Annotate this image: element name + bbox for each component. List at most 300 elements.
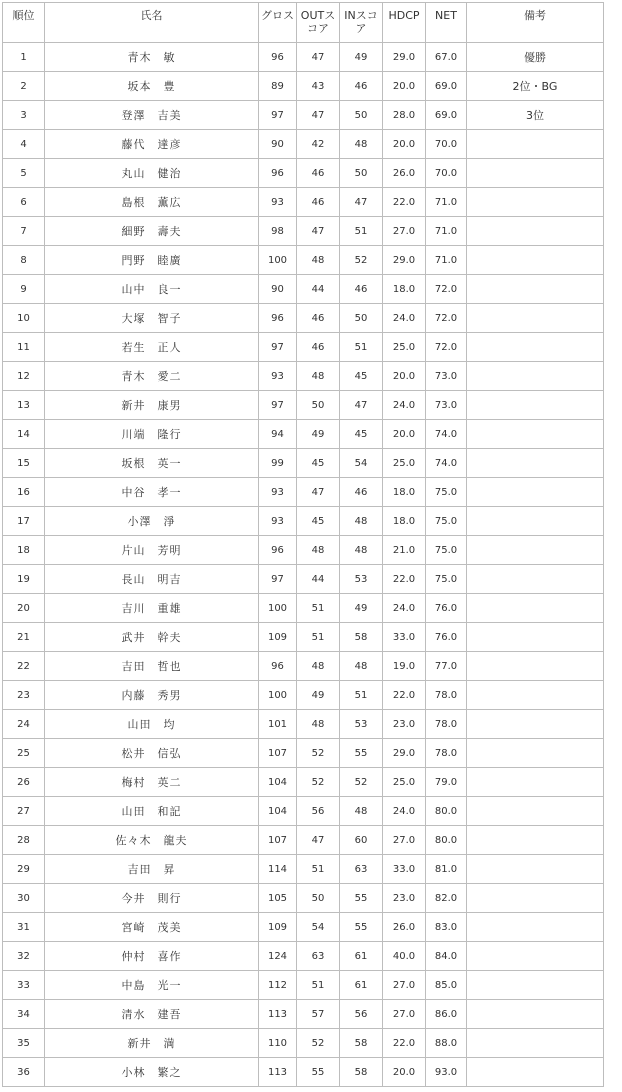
cell-in-score: 47 xyxy=(340,188,383,217)
cell-rank: 14 xyxy=(3,420,45,449)
cell-in-score: 61 xyxy=(340,942,383,971)
cell-hdcp: 24.0 xyxy=(383,391,426,420)
cell-out-score: 52 xyxy=(297,1029,340,1058)
cell-net: 75.0 xyxy=(426,507,467,536)
cell-hdcp: 24.0 xyxy=(383,797,426,826)
cell-out-score: 50 xyxy=(297,884,340,913)
cell-in-score: 54 xyxy=(340,449,383,478)
cell-gross: 97 xyxy=(259,391,297,420)
cell-hdcp: 22.0 xyxy=(383,1029,426,1058)
cell-hdcp: 19.0 xyxy=(383,652,426,681)
cell-out-score: 48 xyxy=(297,710,340,739)
table-row xyxy=(3,275,604,304)
table-row xyxy=(3,507,604,536)
table-row xyxy=(3,855,604,884)
cell-hdcp: 25.0 xyxy=(383,333,426,362)
cell-net: 77.0 xyxy=(426,652,467,681)
cell-name: 山田 均 xyxy=(45,710,259,739)
cell-hdcp: 24.0 xyxy=(383,304,426,333)
table-row xyxy=(3,1029,604,1058)
cell-rank: 33 xyxy=(3,971,45,1000)
cell-out-score: 45 xyxy=(297,449,340,478)
cell-rank: 5 xyxy=(3,159,45,188)
cell-net: 71.0 xyxy=(426,217,467,246)
cell-in-score: 55 xyxy=(340,913,383,942)
table-row xyxy=(3,681,604,710)
header-rank: 順位 xyxy=(3,3,45,43)
cell-in-score: 58 xyxy=(340,1029,383,1058)
cell-rank: 27 xyxy=(3,797,45,826)
cell-out-score: 47 xyxy=(297,43,340,72)
cell-hdcp: 20.0 xyxy=(383,420,426,449)
cell-net: 74.0 xyxy=(426,420,467,449)
results-table xyxy=(2,2,604,1087)
cell-in-score: 52 xyxy=(340,246,383,275)
cell-net: 76.0 xyxy=(426,594,467,623)
cell-in-score: 61 xyxy=(340,971,383,1000)
table-row xyxy=(3,536,604,565)
cell-gross: 90 xyxy=(259,130,297,159)
cell-gross: 114 xyxy=(259,855,297,884)
cell-net: 71.0 xyxy=(426,188,467,217)
header-name: 氏名 xyxy=(45,3,259,43)
cell-rank: 4 xyxy=(3,130,45,159)
cell-note xyxy=(467,768,604,797)
cell-in-score: 58 xyxy=(340,1058,383,1087)
cell-rank: 19 xyxy=(3,565,45,594)
cell-rank: 6 xyxy=(3,188,45,217)
cell-hdcp: 21.0 xyxy=(383,536,426,565)
cell-in-score: 48 xyxy=(340,507,383,536)
cell-name: 武井 幹夫 xyxy=(45,623,259,652)
cell-name: 若生 正人 xyxy=(45,333,259,362)
cell-rank: 21 xyxy=(3,623,45,652)
table-row xyxy=(3,420,604,449)
cell-out-score: 51 xyxy=(297,971,340,1000)
cell-in-score: 49 xyxy=(340,594,383,623)
table-row xyxy=(3,159,604,188)
cell-gross: 107 xyxy=(259,739,297,768)
cell-note xyxy=(467,536,604,565)
cell-gross: 105 xyxy=(259,884,297,913)
cell-in-score: 49 xyxy=(340,43,383,72)
header-gross: グロス xyxy=(259,3,297,43)
cell-hdcp: 27.0 xyxy=(383,217,426,246)
cell-hdcp: 23.0 xyxy=(383,884,426,913)
cell-note xyxy=(467,565,604,594)
cell-note: 優勝 xyxy=(467,43,604,72)
cell-name: 新井 康男 xyxy=(45,391,259,420)
cell-name: 島根 薫広 xyxy=(45,188,259,217)
cell-rank: 13 xyxy=(3,391,45,420)
header-net: NET xyxy=(426,3,467,43)
cell-out-score: 45 xyxy=(297,507,340,536)
cell-out-score: 49 xyxy=(297,420,340,449)
cell-hdcp: 20.0 xyxy=(383,130,426,159)
cell-gross: 94 xyxy=(259,420,297,449)
cell-note xyxy=(467,971,604,1000)
table-row xyxy=(3,1058,604,1087)
table-row xyxy=(3,217,604,246)
cell-name: 長山 明吉 xyxy=(45,565,259,594)
cell-note xyxy=(467,391,604,420)
cell-rank: 35 xyxy=(3,1029,45,1058)
cell-note xyxy=(467,217,604,246)
cell-out-score: 47 xyxy=(297,478,340,507)
cell-net: 88.0 xyxy=(426,1029,467,1058)
cell-name: 宮崎 茂美 xyxy=(45,913,259,942)
results-body xyxy=(3,43,604,1087)
cell-out-score: 44 xyxy=(297,565,340,594)
cell-rank: 23 xyxy=(3,681,45,710)
cell-net: 69.0 xyxy=(426,72,467,101)
cell-gross: 124 xyxy=(259,942,297,971)
table-row xyxy=(3,971,604,1000)
cell-out-score: 47 xyxy=(297,826,340,855)
cell-gross: 100 xyxy=(259,681,297,710)
table-row xyxy=(3,1000,604,1029)
cell-out-score: 46 xyxy=(297,304,340,333)
cell-net: 78.0 xyxy=(426,710,467,739)
cell-rank: 28 xyxy=(3,826,45,855)
cell-net: 78.0 xyxy=(426,681,467,710)
table-row xyxy=(3,188,604,217)
cell-note xyxy=(467,1029,604,1058)
cell-hdcp: 33.0 xyxy=(383,623,426,652)
cell-net: 74.0 xyxy=(426,449,467,478)
cell-out-score: 44 xyxy=(297,275,340,304)
cell-gross: 113 xyxy=(259,1058,297,1087)
cell-in-score: 46 xyxy=(340,478,383,507)
cell-gross: 96 xyxy=(259,536,297,565)
cell-in-score: 46 xyxy=(340,72,383,101)
cell-out-score: 42 xyxy=(297,130,340,159)
cell-out-score: 48 xyxy=(297,536,340,565)
cell-note xyxy=(467,159,604,188)
cell-note xyxy=(467,797,604,826)
cell-gross: 101 xyxy=(259,710,297,739)
cell-note xyxy=(467,478,604,507)
cell-hdcp: 22.0 xyxy=(383,188,426,217)
cell-rank: 31 xyxy=(3,913,45,942)
cell-hdcp: 18.0 xyxy=(383,507,426,536)
cell-net: 75.0 xyxy=(426,478,467,507)
cell-gross: 100 xyxy=(259,594,297,623)
table-row xyxy=(3,333,604,362)
table-row xyxy=(3,101,604,130)
cell-hdcp: 26.0 xyxy=(383,159,426,188)
cell-gross: 97 xyxy=(259,565,297,594)
header-note: 備考 xyxy=(467,3,604,43)
cell-gross: 113 xyxy=(259,1000,297,1029)
cell-net: 76.0 xyxy=(426,623,467,652)
cell-net: 70.0 xyxy=(426,159,467,188)
cell-name: 片山 芳明 xyxy=(45,536,259,565)
cell-in-score: 45 xyxy=(340,420,383,449)
table-row xyxy=(3,72,604,101)
cell-out-score: 50 xyxy=(297,391,340,420)
cell-gross: 107 xyxy=(259,826,297,855)
cell-net: 93.0 xyxy=(426,1058,467,1087)
cell-rank: 9 xyxy=(3,275,45,304)
cell-rank: 18 xyxy=(3,536,45,565)
table-row xyxy=(3,942,604,971)
cell-name: 大塚 智子 xyxy=(45,304,259,333)
table-row xyxy=(3,884,604,913)
cell-in-score: 50 xyxy=(340,159,383,188)
cell-name: 川端 隆行 xyxy=(45,420,259,449)
cell-name: 佐々木 龍夫 xyxy=(45,826,259,855)
cell-gross: 104 xyxy=(259,797,297,826)
cell-name: 青木 愛二 xyxy=(45,362,259,391)
cell-rank: 11 xyxy=(3,333,45,362)
cell-name: 今井 則行 xyxy=(45,884,259,913)
cell-hdcp: 29.0 xyxy=(383,739,426,768)
cell-gross: 96 xyxy=(259,304,297,333)
cell-hdcp: 33.0 xyxy=(383,855,426,884)
cell-note xyxy=(467,739,604,768)
cell-in-score: 55 xyxy=(340,739,383,768)
cell-rank: 2 xyxy=(3,72,45,101)
cell-out-score: 52 xyxy=(297,768,340,797)
cell-out-score: 46 xyxy=(297,188,340,217)
cell-net: 72.0 xyxy=(426,333,467,362)
cell-in-score: 53 xyxy=(340,565,383,594)
cell-gross: 109 xyxy=(259,623,297,652)
cell-rank: 36 xyxy=(3,1058,45,1087)
cell-note xyxy=(467,1000,604,1029)
cell-rank: 26 xyxy=(3,768,45,797)
cell-rank: 17 xyxy=(3,507,45,536)
cell-hdcp: 27.0 xyxy=(383,971,426,1000)
cell-note xyxy=(467,333,604,362)
cell-in-score: 63 xyxy=(340,855,383,884)
cell-rank: 8 xyxy=(3,246,45,275)
cell-net: 85.0 xyxy=(426,971,467,1000)
cell-name: 坂根 英一 xyxy=(45,449,259,478)
cell-out-score: 51 xyxy=(297,855,340,884)
cell-hdcp: 18.0 xyxy=(383,478,426,507)
table-row xyxy=(3,391,604,420)
cell-name: 吉川 重雄 xyxy=(45,594,259,623)
cell-hdcp: 40.0 xyxy=(383,942,426,971)
cell-hdcp: 25.0 xyxy=(383,449,426,478)
cell-gross: 100 xyxy=(259,246,297,275)
table-row xyxy=(3,768,604,797)
cell-hdcp: 23.0 xyxy=(383,710,426,739)
table-row xyxy=(3,565,604,594)
cell-rank: 3 xyxy=(3,101,45,130)
cell-gross: 109 xyxy=(259,913,297,942)
cell-rank: 29 xyxy=(3,855,45,884)
table-row xyxy=(3,246,604,275)
cell-rank: 22 xyxy=(3,652,45,681)
cell-rank: 12 xyxy=(3,362,45,391)
cell-rank: 16 xyxy=(3,478,45,507)
cell-hdcp: 20.0 xyxy=(383,362,426,391)
cell-gross: 93 xyxy=(259,362,297,391)
cell-note xyxy=(467,362,604,391)
cell-hdcp: 24.0 xyxy=(383,594,426,623)
cell-note xyxy=(467,594,604,623)
table-row xyxy=(3,739,604,768)
cell-name: 藤代 達彦 xyxy=(45,130,259,159)
cell-gross: 96 xyxy=(259,43,297,72)
table-row xyxy=(3,130,604,159)
results-table-container xyxy=(2,2,604,1087)
cell-gross: 96 xyxy=(259,652,297,681)
table-row xyxy=(3,362,604,391)
cell-note: 3位 xyxy=(467,101,604,130)
cell-note xyxy=(467,1058,604,1087)
cell-out-score: 48 xyxy=(297,652,340,681)
cell-rank: 10 xyxy=(3,304,45,333)
cell-rank: 7 xyxy=(3,217,45,246)
cell-rank: 24 xyxy=(3,710,45,739)
cell-net: 73.0 xyxy=(426,362,467,391)
cell-in-score: 60 xyxy=(340,826,383,855)
table-row xyxy=(3,478,604,507)
cell-name: 松井 信弘 xyxy=(45,739,259,768)
cell-out-score: 52 xyxy=(297,739,340,768)
cell-out-score: 46 xyxy=(297,159,340,188)
cell-gross: 93 xyxy=(259,507,297,536)
cell-net: 80.0 xyxy=(426,826,467,855)
cell-name: 細野 壽夫 xyxy=(45,217,259,246)
cell-net: 84.0 xyxy=(426,942,467,971)
cell-out-score: 43 xyxy=(297,72,340,101)
cell-net: 79.0 xyxy=(426,768,467,797)
cell-name: 小林 繁之 xyxy=(45,1058,259,1087)
cell-note xyxy=(467,710,604,739)
cell-note xyxy=(467,449,604,478)
cell-out-score: 51 xyxy=(297,623,340,652)
cell-note xyxy=(467,623,604,652)
cell-name: 吉田 昇 xyxy=(45,855,259,884)
cell-in-score: 51 xyxy=(340,217,383,246)
cell-gross: 99 xyxy=(259,449,297,478)
header-in-score: INスコア xyxy=(340,3,383,43)
table-row xyxy=(3,710,604,739)
cell-net: 86.0 xyxy=(426,1000,467,1029)
cell-note xyxy=(467,275,604,304)
cell-note xyxy=(467,855,604,884)
cell-in-score: 47 xyxy=(340,391,383,420)
cell-net: 82.0 xyxy=(426,884,467,913)
cell-name: 門野 睦廣 xyxy=(45,246,259,275)
cell-out-score: 56 xyxy=(297,797,340,826)
cell-note xyxy=(467,652,604,681)
cell-name: 山田 和記 xyxy=(45,797,259,826)
cell-hdcp: 29.0 xyxy=(383,246,426,275)
cell-net: 73.0 xyxy=(426,391,467,420)
table-row xyxy=(3,913,604,942)
cell-gross: 97 xyxy=(259,101,297,130)
cell-name: 清水 建吾 xyxy=(45,1000,259,1029)
cell-in-score: 48 xyxy=(340,130,383,159)
cell-in-score: 55 xyxy=(340,884,383,913)
cell-name: 登澤 吉美 xyxy=(45,101,259,130)
cell-hdcp: 22.0 xyxy=(383,681,426,710)
cell-in-score: 51 xyxy=(340,681,383,710)
cell-hdcp: 26.0 xyxy=(383,913,426,942)
cell-net: 75.0 xyxy=(426,536,467,565)
cell-out-score: 51 xyxy=(297,594,340,623)
cell-hdcp: 28.0 xyxy=(383,101,426,130)
header-hdcp: HDCP xyxy=(383,3,426,43)
cell-name: 新井 満 xyxy=(45,1029,259,1058)
cell-rank: 34 xyxy=(3,1000,45,1029)
cell-note xyxy=(467,304,604,333)
cell-net: 75.0 xyxy=(426,565,467,594)
cell-in-score: 52 xyxy=(340,768,383,797)
table-row xyxy=(3,304,604,333)
cell-net: 83.0 xyxy=(426,913,467,942)
cell-hdcp: 27.0 xyxy=(383,1000,426,1029)
cell-in-score: 56 xyxy=(340,1000,383,1029)
table-row xyxy=(3,43,604,72)
cell-gross: 98 xyxy=(259,217,297,246)
cell-gross: 97 xyxy=(259,333,297,362)
cell-net: 80.0 xyxy=(426,797,467,826)
cell-name: 吉田 哲也 xyxy=(45,652,259,681)
cell-out-score: 54 xyxy=(297,913,340,942)
cell-in-score: 53 xyxy=(340,710,383,739)
cell-net: 69.0 xyxy=(426,101,467,130)
cell-in-score: 50 xyxy=(340,304,383,333)
cell-rank: 32 xyxy=(3,942,45,971)
cell-out-score: 48 xyxy=(297,362,340,391)
cell-out-score: 55 xyxy=(297,1058,340,1087)
cell-gross: 110 xyxy=(259,1029,297,1058)
cell-name: 坂本 豊 xyxy=(45,72,259,101)
cell-note xyxy=(467,826,604,855)
cell-gross: 104 xyxy=(259,768,297,797)
cell-out-score: 63 xyxy=(297,942,340,971)
cell-gross: 90 xyxy=(259,275,297,304)
cell-note xyxy=(467,130,604,159)
cell-out-score: 49 xyxy=(297,681,340,710)
table-row xyxy=(3,449,604,478)
cell-out-score: 57 xyxy=(297,1000,340,1029)
cell-net: 70.0 xyxy=(426,130,467,159)
cell-out-score: 47 xyxy=(297,217,340,246)
cell-note xyxy=(467,942,604,971)
header-out-score: OUTスコア xyxy=(297,3,340,43)
cell-gross: 89 xyxy=(259,72,297,101)
table-row xyxy=(3,594,604,623)
cell-in-score: 51 xyxy=(340,333,383,362)
cell-in-score: 48 xyxy=(340,652,383,681)
cell-out-score: 46 xyxy=(297,333,340,362)
table-row xyxy=(3,797,604,826)
cell-in-score: 50 xyxy=(340,101,383,130)
cell-hdcp: 18.0 xyxy=(383,275,426,304)
cell-rank: 20 xyxy=(3,594,45,623)
table-row xyxy=(3,826,604,855)
table-row xyxy=(3,652,604,681)
cell-note xyxy=(467,884,604,913)
cell-name: 青木 敏 xyxy=(45,43,259,72)
cell-in-score: 46 xyxy=(340,275,383,304)
cell-rank: 25 xyxy=(3,739,45,768)
cell-out-score: 48 xyxy=(297,246,340,275)
cell-name: 山中 良一 xyxy=(45,275,259,304)
cell-in-score: 48 xyxy=(340,536,383,565)
cell-gross: 112 xyxy=(259,971,297,1000)
cell-net: 71.0 xyxy=(426,246,467,275)
table-row xyxy=(3,623,604,652)
